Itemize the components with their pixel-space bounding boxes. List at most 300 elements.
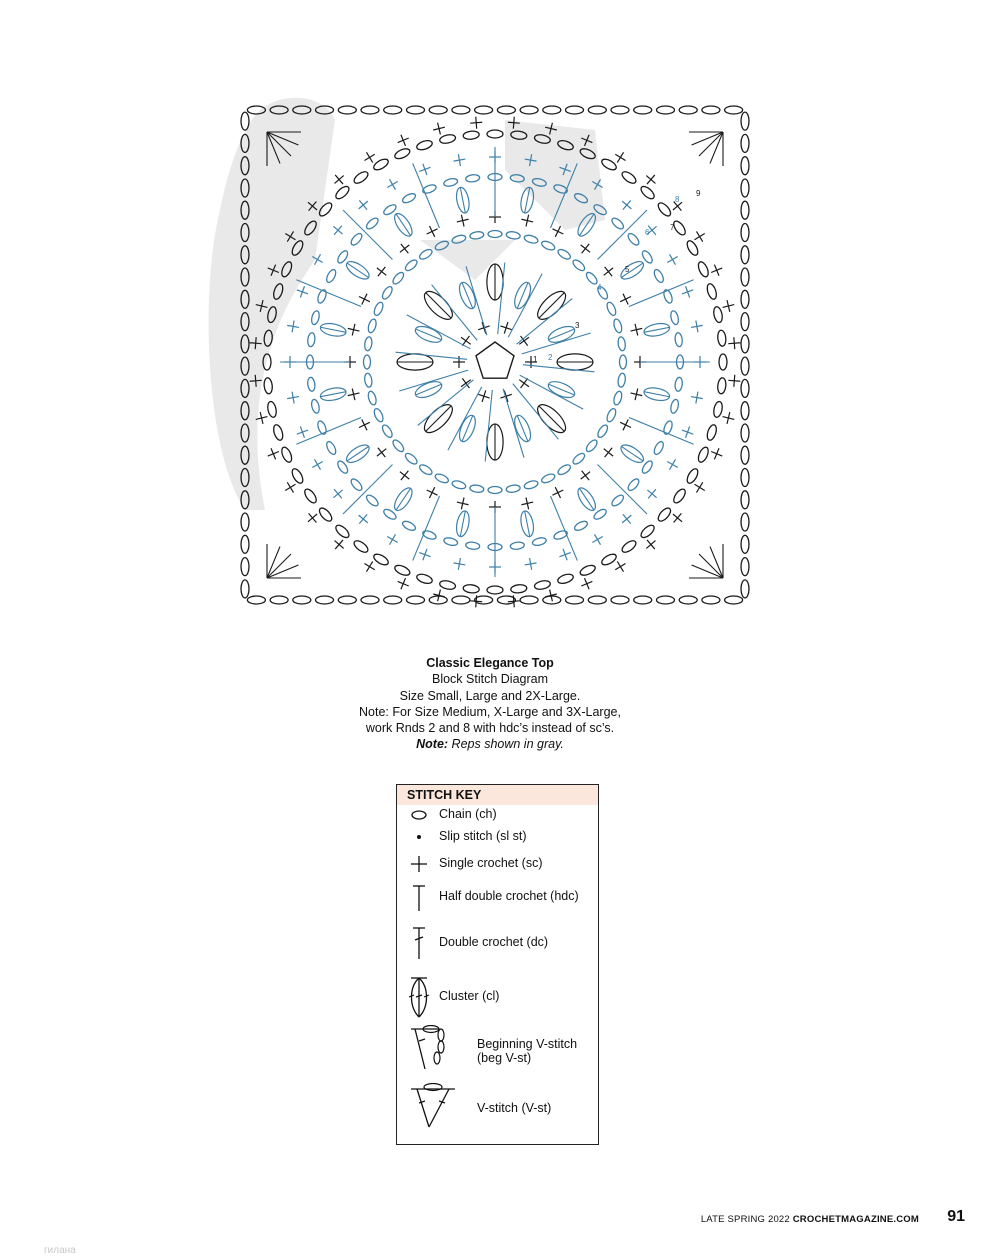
chain-stitch xyxy=(310,310,320,325)
single-crochet-mark xyxy=(396,240,413,257)
chain-stitch xyxy=(506,484,521,493)
chain-stitch xyxy=(270,596,288,604)
chain-stitch xyxy=(596,423,609,439)
chain-stitch xyxy=(384,106,402,114)
chain-stitch xyxy=(617,336,626,351)
stitch-key: STITCH KEY Chain (ch) Slip stitch (sl st) Single crochet (sc) Half double crochet (hdc) Double crochet (dc) Cluster (cl) Beginning V-stitch (beg V-st) V-stitch (V-st) xyxy=(396,784,599,1145)
chain-stitch xyxy=(543,106,561,114)
caption-reps-note xyxy=(280,736,700,752)
single-crochet-mark xyxy=(589,531,605,547)
cluster-mark xyxy=(618,258,646,282)
chain-stitch xyxy=(712,306,723,323)
chain-stitch xyxy=(670,310,680,325)
chain-stitch xyxy=(610,493,625,508)
single-crochet-mark xyxy=(520,496,534,510)
chain-stitch xyxy=(612,390,623,405)
note-label: Note: xyxy=(416,737,449,752)
chain-stitch xyxy=(407,106,425,114)
chain-stitch xyxy=(741,134,749,152)
chain-stitch xyxy=(475,106,493,114)
single-crochet-mark xyxy=(355,511,372,528)
chain-stitch xyxy=(639,523,656,540)
chain-stitch xyxy=(741,335,749,353)
chain-stitch xyxy=(365,216,380,231)
chain-stitch xyxy=(364,373,373,388)
chain-stitch xyxy=(696,260,710,278)
chain-stitch xyxy=(579,563,597,577)
chain-stitch xyxy=(463,584,480,594)
single-crochet-mark xyxy=(424,485,440,501)
chain-stitch xyxy=(241,112,249,130)
cluster-mark xyxy=(575,485,599,513)
chain-stitch xyxy=(719,354,727,370)
round-label: 3 xyxy=(575,321,580,330)
reps-gray-shading xyxy=(209,98,605,510)
single-crochet-mark xyxy=(330,485,347,502)
chain-stitch xyxy=(741,446,749,464)
chain-stitch xyxy=(557,573,575,586)
chain-stitch xyxy=(584,438,598,453)
chain-stitch xyxy=(488,487,502,494)
chain-stitch xyxy=(422,529,438,541)
chain-stitch xyxy=(540,472,556,484)
single-crochet-mark xyxy=(516,332,533,349)
single-crochet-mark xyxy=(265,446,281,462)
chain-stitch xyxy=(605,301,617,317)
chain-stitch xyxy=(452,596,470,604)
chain-stitch xyxy=(523,234,538,245)
chain-stitch xyxy=(662,420,674,436)
single-crochet-mark xyxy=(452,153,466,167)
single-crochet-mark xyxy=(579,576,595,592)
chain-stitch xyxy=(373,301,385,317)
cluster-mark xyxy=(344,442,372,466)
chain-stitch xyxy=(741,491,749,509)
chain-stitch xyxy=(439,133,456,144)
chain-stitch xyxy=(672,487,688,505)
chain-stitch xyxy=(741,535,749,553)
single-crochet-mark xyxy=(577,467,594,484)
chain-stitch xyxy=(725,106,743,114)
chain-stitch xyxy=(307,377,316,392)
single-crochet-mark xyxy=(680,284,695,299)
single-crochet-mark xyxy=(557,547,572,562)
chain-stitch xyxy=(241,558,249,576)
chain-stitch xyxy=(611,106,629,114)
single-crochet-mark xyxy=(417,547,432,562)
single-crochet-mark xyxy=(396,467,413,484)
single-crochet-mark xyxy=(417,162,432,177)
chain-stitch xyxy=(418,248,434,261)
single-crochet-mark xyxy=(346,323,360,337)
caption-note-line1: Note: For Size Medium, X-Large and 3X-Large, xyxy=(359,704,621,719)
chain-stitch xyxy=(706,424,719,442)
chain-stitch xyxy=(600,552,618,567)
chain-stitch xyxy=(656,201,673,218)
single-crochet-mark xyxy=(395,132,411,148)
round-label: 9 xyxy=(696,189,701,198)
chain-stitch xyxy=(365,493,380,508)
single-crochet-mark xyxy=(286,319,300,333)
chain-stitch xyxy=(372,552,390,567)
v-stitch-icon xyxy=(405,1083,465,1131)
chain-icon xyxy=(405,807,435,823)
chain-stitch xyxy=(451,479,466,490)
single-crochet-mark xyxy=(286,391,300,405)
single-crochet-mark xyxy=(721,299,735,313)
cluster-mark xyxy=(391,211,415,239)
single-crochet-mark xyxy=(577,240,594,257)
chain-stitch xyxy=(741,513,749,531)
chain-stitch xyxy=(657,596,675,604)
round-label: 8 xyxy=(675,195,680,204)
single-crochet-mark xyxy=(432,121,446,135)
single-crochet-mark xyxy=(476,320,491,335)
chain-stitch xyxy=(404,258,419,272)
chain-stitch xyxy=(556,463,572,476)
chain-stitch xyxy=(685,467,700,485)
chain-stitch xyxy=(702,596,720,604)
chain-stitch xyxy=(741,402,749,420)
single-crochet-mark xyxy=(642,536,659,553)
single-crochet-mark xyxy=(600,263,617,280)
page-footer: LATE SPRING 2022 CROCHETMAGAZINE.COM xyxy=(700,1214,919,1225)
chain-stitch xyxy=(316,420,328,436)
chain-stitch xyxy=(401,192,417,205)
round-label: 7 xyxy=(670,223,675,232)
chain-stitch xyxy=(338,106,356,114)
chain-stitch xyxy=(452,106,470,114)
chain-stitch xyxy=(656,506,673,523)
single-crochet-mark xyxy=(664,456,680,472)
magazine-site: CROCHETMAGAZINE.COM xyxy=(792,1214,919,1225)
chain-stitch xyxy=(307,332,316,347)
chain-stitch xyxy=(325,268,338,284)
single-crochet-mark xyxy=(721,411,735,425)
chain-stitch xyxy=(475,596,493,604)
single-crochet-mark xyxy=(618,197,635,214)
chain-stitch xyxy=(741,313,749,331)
chain-stitch xyxy=(741,357,749,375)
single-crochet-mark xyxy=(642,171,659,188)
chain-stitch xyxy=(741,558,749,576)
single-crochet-mark xyxy=(432,588,446,602)
chain-stitch xyxy=(588,596,606,604)
chain-stitch xyxy=(626,477,641,492)
chain-stitch xyxy=(384,596,402,604)
single-crochet-mark xyxy=(384,531,400,547)
chain-stitch xyxy=(487,130,503,138)
single-crochet-mark xyxy=(709,262,725,278)
corner-fan xyxy=(689,544,723,578)
chain-stitch xyxy=(741,246,749,264)
round-label: 6 xyxy=(645,228,650,237)
chain-stitch xyxy=(465,541,480,550)
chain-stitch xyxy=(373,407,385,423)
chain-stitch xyxy=(620,539,638,555)
chain-stitch xyxy=(588,106,606,114)
chain-stitch xyxy=(540,240,556,252)
chain-stitch xyxy=(741,268,749,286)
cluster-mark xyxy=(319,386,347,403)
cluster-mark xyxy=(487,264,503,300)
chain-stitch xyxy=(670,399,680,414)
diagram-caption xyxy=(280,655,700,753)
chain-stitch xyxy=(717,377,727,394)
chain-stitch xyxy=(612,318,623,333)
chain-stitch xyxy=(404,451,419,465)
chain-stitch xyxy=(349,477,364,492)
cluster-mark xyxy=(643,322,671,339)
chain-stitch xyxy=(372,157,390,172)
stitch-post xyxy=(343,465,393,515)
chain-stitch xyxy=(523,479,538,490)
chain-stitch xyxy=(634,596,652,604)
single-crochet-mark xyxy=(618,291,634,307)
chain-stitch xyxy=(741,379,749,397)
single-crochet-mark xyxy=(470,116,483,129)
single-crochet-mark xyxy=(520,213,534,227)
caption-note-line2: work Rnds 2 and 8 with hdc’s instead of sc’s. xyxy=(365,721,615,736)
chain-stitch xyxy=(611,596,629,604)
chain-stitch xyxy=(657,106,675,114)
single-crochet-mark xyxy=(295,424,310,439)
single-crochet-mark xyxy=(728,337,741,350)
single-crochet-mark xyxy=(346,387,360,401)
single-crochet-mark xyxy=(544,588,558,602)
single-crochet-mark xyxy=(456,213,470,227)
cluster-mark xyxy=(557,354,593,370)
chain-stitch xyxy=(725,596,743,604)
round-label: 4 xyxy=(597,283,602,292)
single-crochet-mark xyxy=(458,375,475,392)
chain-stitch xyxy=(532,537,547,547)
chain-stitch xyxy=(610,216,625,231)
chain-stitch xyxy=(674,332,683,347)
chain-stitch xyxy=(391,271,405,286)
chain-stitch xyxy=(652,268,665,284)
chain-stitch xyxy=(566,596,584,604)
chain-stitch xyxy=(241,513,249,531)
chain-stitch xyxy=(534,579,551,590)
single-crochet-mark xyxy=(550,485,566,501)
stitch-key-heading: STITCH KEY xyxy=(397,785,598,805)
cluster-mark xyxy=(344,258,372,282)
chain-stitch xyxy=(422,183,438,195)
chain-stitch xyxy=(443,537,458,547)
chain-stitch xyxy=(510,541,525,550)
chain-stitch xyxy=(520,106,538,114)
chain-stitch xyxy=(696,446,710,464)
chain-stitch xyxy=(741,290,749,308)
stitch-post xyxy=(598,465,648,515)
chain-stitch xyxy=(463,130,480,140)
corner-fan xyxy=(689,132,723,166)
single-crochet-mark xyxy=(309,456,325,472)
chain-stitch xyxy=(626,232,641,247)
corner-fan xyxy=(267,544,301,578)
single-crochet-mark xyxy=(395,576,411,592)
chain-stitch xyxy=(741,469,749,487)
center-ring xyxy=(476,342,514,378)
cluster-mark xyxy=(455,186,472,214)
round-label: 2 xyxy=(548,353,553,362)
chain-stitch xyxy=(605,407,617,423)
chain-stitch xyxy=(600,157,618,172)
chain-stitch xyxy=(416,573,434,586)
single-crochet-mark xyxy=(384,176,400,192)
chain-stitch xyxy=(571,451,586,465)
cluster-mark xyxy=(391,485,415,513)
stitch-post xyxy=(343,210,393,260)
chain-stitch xyxy=(272,424,285,442)
chain-stitch xyxy=(263,377,273,394)
chain-stitch xyxy=(325,440,338,456)
chain-stitch xyxy=(310,399,320,414)
chain-stitch xyxy=(407,596,425,604)
round-label: 1 xyxy=(533,355,538,364)
chain-stitch xyxy=(652,440,665,456)
chain-stitch xyxy=(685,239,700,257)
chain-stitch xyxy=(443,177,458,187)
chain-stitch xyxy=(717,330,727,347)
single-crochet-mark xyxy=(355,197,372,214)
chain-stitch xyxy=(506,231,521,240)
cluster-mark xyxy=(455,510,472,538)
chain-stitch xyxy=(266,401,277,418)
single-crochet-mark xyxy=(373,263,390,280)
single-crochet-mark xyxy=(452,557,466,571)
single-crochet-mark xyxy=(629,323,643,337)
chain-stitch xyxy=(393,563,411,577)
chain-stitch xyxy=(573,519,589,532)
chain-stitch xyxy=(741,424,749,442)
chain-stitch xyxy=(617,373,626,388)
chain-stitch xyxy=(741,580,749,598)
chain-stitch xyxy=(316,596,334,604)
chain-stitch xyxy=(393,147,411,161)
chain-stitch xyxy=(349,232,364,247)
cluster-mark xyxy=(618,442,646,466)
chain-stitch xyxy=(741,201,749,219)
chain-stitch xyxy=(381,423,394,439)
chain-stitch xyxy=(303,487,319,505)
single-crochet-mark xyxy=(330,222,347,239)
single-crochet-icon xyxy=(405,855,435,873)
chain-stitch xyxy=(566,106,584,114)
single-crochet-mark xyxy=(356,417,372,433)
watermark: гилана xyxy=(44,1245,76,1256)
single-crochet-mark xyxy=(709,446,725,462)
round-label: 5 xyxy=(625,265,630,274)
chain-stitch xyxy=(293,596,311,604)
single-crochet-mark xyxy=(690,391,704,405)
cluster-mark xyxy=(487,424,503,460)
single-crochet-mark xyxy=(618,511,635,528)
chain-stitch xyxy=(639,184,656,201)
chain-stitch xyxy=(401,519,417,532)
chain-stitch xyxy=(702,106,720,114)
beginning-v-stitch-icon xyxy=(405,1025,465,1073)
double-crochet-icon xyxy=(405,925,435,961)
chain-stitch xyxy=(679,596,697,604)
single-crochet-mark xyxy=(680,424,695,439)
single-crochet-mark xyxy=(424,223,440,239)
chain-stitch xyxy=(741,157,749,175)
chain-stitch xyxy=(381,285,394,301)
half-double-crochet-icon xyxy=(405,883,435,913)
single-crochet-mark xyxy=(499,320,514,335)
chain-stitch xyxy=(316,289,328,305)
chain-stitch xyxy=(352,170,370,186)
chain-stitch xyxy=(662,289,674,305)
cluster-mark xyxy=(643,386,671,403)
chain-stitch xyxy=(520,596,538,604)
single-crochet-mark xyxy=(690,319,704,333)
chain-stitch xyxy=(556,248,572,261)
chain-stitch xyxy=(679,106,697,114)
stitch-post xyxy=(598,210,648,260)
single-crochet-mark xyxy=(476,389,491,404)
chain-stitch xyxy=(434,472,450,484)
chain-stitch xyxy=(488,231,502,238)
slip-stitch-icon xyxy=(405,829,435,845)
cluster-mark xyxy=(397,354,433,370)
chain-stitch xyxy=(334,184,351,201)
chain-stitch xyxy=(487,586,503,594)
chain-stitch xyxy=(674,377,683,392)
chain-stitch xyxy=(741,179,749,197)
single-crochet-mark xyxy=(629,387,643,401)
single-crochet-mark xyxy=(524,557,538,571)
chain-stitch xyxy=(334,523,351,540)
chain-stitch xyxy=(620,355,627,369)
single-crochet-mark xyxy=(331,536,348,553)
chain-stitch xyxy=(367,318,378,333)
single-crochet-mark xyxy=(669,509,686,526)
single-crochet-mark xyxy=(618,417,634,433)
cluster-icon xyxy=(405,975,435,1019)
chain-stitch xyxy=(241,535,249,553)
note-text: Reps shown in gray. xyxy=(448,737,564,752)
single-crochet-mark xyxy=(304,509,321,526)
crochet-block-diagram xyxy=(205,90,785,650)
single-crochet-mark xyxy=(356,291,372,307)
chain-stitch xyxy=(361,106,379,114)
chain-stitch xyxy=(280,446,294,464)
chain-stitch xyxy=(290,467,305,485)
caption-subtitle: Block Stitch Diagram xyxy=(431,672,548,687)
single-crochet-mark xyxy=(664,251,680,267)
chain-stitch xyxy=(553,529,569,541)
page-number: 91 xyxy=(947,1208,965,1225)
chain-stitch xyxy=(620,170,638,186)
chain-stitch xyxy=(391,438,405,453)
chain-stitch xyxy=(364,355,371,369)
chain-stitch xyxy=(706,283,719,301)
chain-stitch xyxy=(338,596,356,604)
single-crochet-mark xyxy=(728,374,741,387)
chain-stitch xyxy=(361,596,379,604)
single-crochet-mark xyxy=(600,444,617,461)
chain-stitch xyxy=(510,584,527,594)
chain-stitch xyxy=(712,401,723,418)
chain-stitch xyxy=(497,596,515,604)
chain-stitch xyxy=(317,506,334,523)
single-crochet-mark xyxy=(499,389,514,404)
chain-stitch xyxy=(497,106,515,114)
chain-stitch xyxy=(741,224,749,242)
